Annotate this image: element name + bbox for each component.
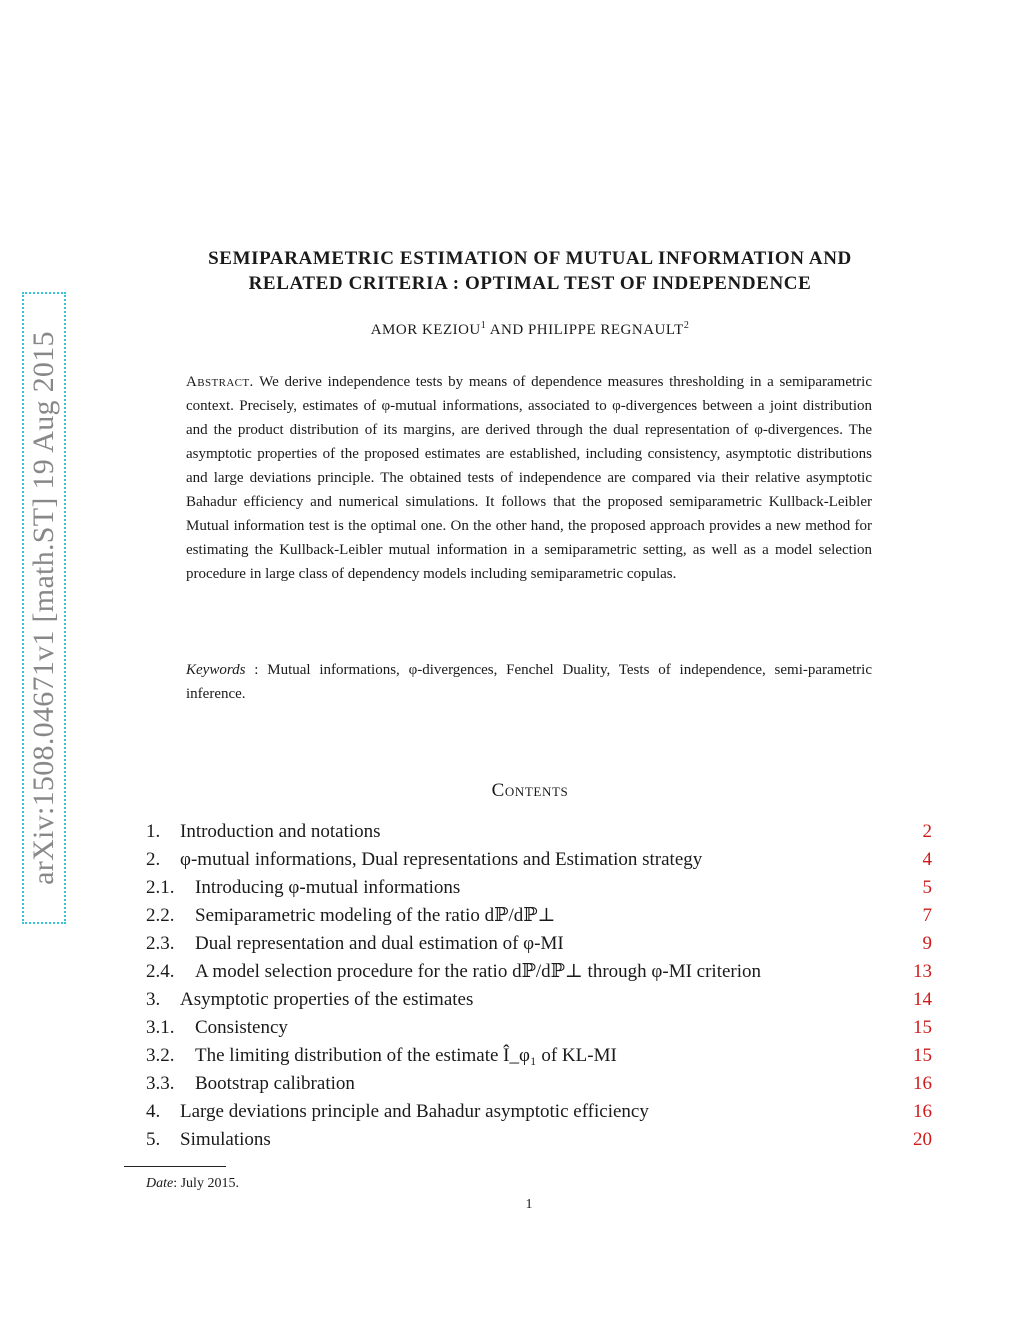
toc-entry[interactable]: 3. Asymptotic properties of the estimates 14 bbox=[146, 986, 932, 1014]
toc-entry-title: A model selection procedure for the ratio dℙ/dℙ⊥ through φ-MI criterion bbox=[195, 961, 762, 982]
toc-entry[interactable]: 2.4. A model selection procedure for the ratio dℙ/dℙ⊥ through φ-MI criterion 13 bbox=[146, 958, 932, 986]
footnote-date bbox=[146, 1176, 239, 1192]
title-line-1: SEMIPARAMETRIC ESTIMATION OF MUTUAL INFORMATION AND bbox=[208, 248, 852, 269]
date-label: Date bbox=[146, 1176, 174, 1191]
toc-page-link[interactable]: 7 bbox=[922, 905, 932, 926]
toc-entry[interactable]: 3.2. The limiting distribution of the estimate Î_φ₁ of KL-MI 15 bbox=[146, 1042, 932, 1070]
table-of-contents bbox=[146, 818, 932, 1154]
date-value: : July 2015. bbox=[173, 1176, 239, 1191]
author-connector: AND bbox=[486, 322, 528, 338]
abstract-text: We derive independence tests by means of dependence measures thresholding in a semiparametric context. Precisely, estimates of φ-mutual informations, associated to φ-divergences between a joint distribution and the product distribution of its margins, are derived through the dual representation of φ-divergences. The asymptotic properties of the proposed estimates are established, including consistency, asymptotic distributions and large deviations principle. The obtained tests of independence are compared via their relative asymptotic Bahadur efficiency and numerical simulations. It follows that the proposed semiparametric Kullback-Leibler Mutual information test is the optimal one. On the other hand, the proposed approach provides a new method for estimating the Kullback-Leibler mutual information in a semiparametric setting, as well as a model selection procedure in large class of dependency models including semiparametric copulas. bbox=[186, 374, 872, 582]
toc-entry[interactable]: 2.2. Semiparametric modeling of the ratio dℙ/dℙ⊥ 7 bbox=[146, 902, 932, 930]
toc-entry-title: Simulations bbox=[180, 1129, 271, 1150]
toc-entry-title: Large deviations principle and Bahadur asymptotic efficiency bbox=[180, 1101, 649, 1122]
keywords bbox=[186, 658, 872, 706]
toc-page-link[interactable]: 14 bbox=[913, 989, 932, 1010]
keywords-text: : Mutual informations, φ-divergences, Fenchel Duality, Tests of independence, semi-parametric inference. bbox=[186, 662, 872, 702]
toc-page-link[interactable]: 15 bbox=[913, 1017, 932, 1038]
toc-page-link[interactable]: 13 bbox=[913, 961, 932, 982]
toc-page-link[interactable]: 15 bbox=[913, 1045, 932, 1066]
toc-page-link[interactable]: 2 bbox=[922, 821, 932, 842]
author-1-mark: 1 bbox=[480, 320, 487, 331]
keywords-label: Keywords bbox=[186, 662, 246, 678]
toc-page-link[interactable]: 9 bbox=[922, 933, 932, 954]
page-number: 1 bbox=[525, 1197, 533, 1212]
toc-page-link[interactable]: 16 bbox=[913, 1073, 932, 1094]
toc-entry[interactable]: 5. Simulations 20 bbox=[146, 1126, 932, 1154]
toc-page-link[interactable]: 4 bbox=[922, 849, 932, 870]
toc-entry-title: The limiting distribution of the estimate Î_φ₁ of KL-MI bbox=[195, 1045, 617, 1066]
toc-entry[interactable]: 1. Introduction and notations 2 bbox=[146, 818, 932, 846]
toc-page-link[interactable]: 20 bbox=[913, 1129, 932, 1150]
toc-entry-title: φ-mutual informations, Dual representations and Estimation strategy bbox=[180, 849, 703, 870]
toc-entry-title: Semiparametric modeling of the ratio dℙ/dℙ⊥ bbox=[195, 905, 556, 926]
toc-entry-title: Dual representation and dual estimation of φ-MI bbox=[195, 933, 564, 954]
abstract-label: Abstract. bbox=[186, 374, 254, 390]
author-2: PHILIPPE REGNAULT bbox=[527, 322, 684, 338]
arxiv-stamp bbox=[22, 292, 66, 924]
toc-entry-title: Consistency bbox=[195, 1017, 288, 1038]
toc-entry-title: Bootstrap calibration bbox=[195, 1073, 355, 1094]
author-1: AMOR KEZIOU bbox=[370, 322, 481, 338]
toc-entry-title: Asymptotic properties of the estimates bbox=[180, 989, 474, 1010]
toc-entry-title: Introduction and notations bbox=[180, 821, 381, 842]
author-2-mark: 2 bbox=[683, 320, 690, 331]
toc-page-link[interactable]: 5 bbox=[922, 877, 932, 898]
abstract bbox=[186, 370, 872, 586]
toc-entry[interactable]: 2. φ-mutual informations, Dual representations and Estimation strategy 4 bbox=[146, 846, 932, 874]
toc-entry[interactable]: 2.3. Dual representation and dual estimation of φ-MI 9 bbox=[146, 930, 932, 958]
toc-page-link[interactable]: 16 bbox=[913, 1101, 932, 1122]
toc-entry-title: Introducing φ-mutual informations bbox=[195, 877, 461, 898]
title-line-2: RELATED CRITERIA : OPTIMAL TEST OF INDEPENDENCE bbox=[248, 273, 812, 294]
toc-entry[interactable]: 3.3. Bootstrap calibration 16 bbox=[146, 1070, 932, 1098]
footnote-rule bbox=[124, 1166, 226, 1167]
arxiv-id: arXiv:1508.04671v1 [math.ST] 19 Aug 2015 bbox=[27, 331, 60, 885]
paper-title bbox=[100, 246, 960, 296]
toc-entry[interactable]: 2.1. Introducing φ-mutual informations 5 bbox=[146, 874, 932, 902]
toc-entry[interactable]: 3.1. Consistency 15 bbox=[146, 1014, 932, 1042]
contents-heading: Contents bbox=[491, 780, 569, 801]
authors bbox=[100, 320, 960, 339]
toc-entry[interactable]: 4. Large deviations principle and Bahadur asymptotic efficiency 16 bbox=[146, 1098, 932, 1126]
